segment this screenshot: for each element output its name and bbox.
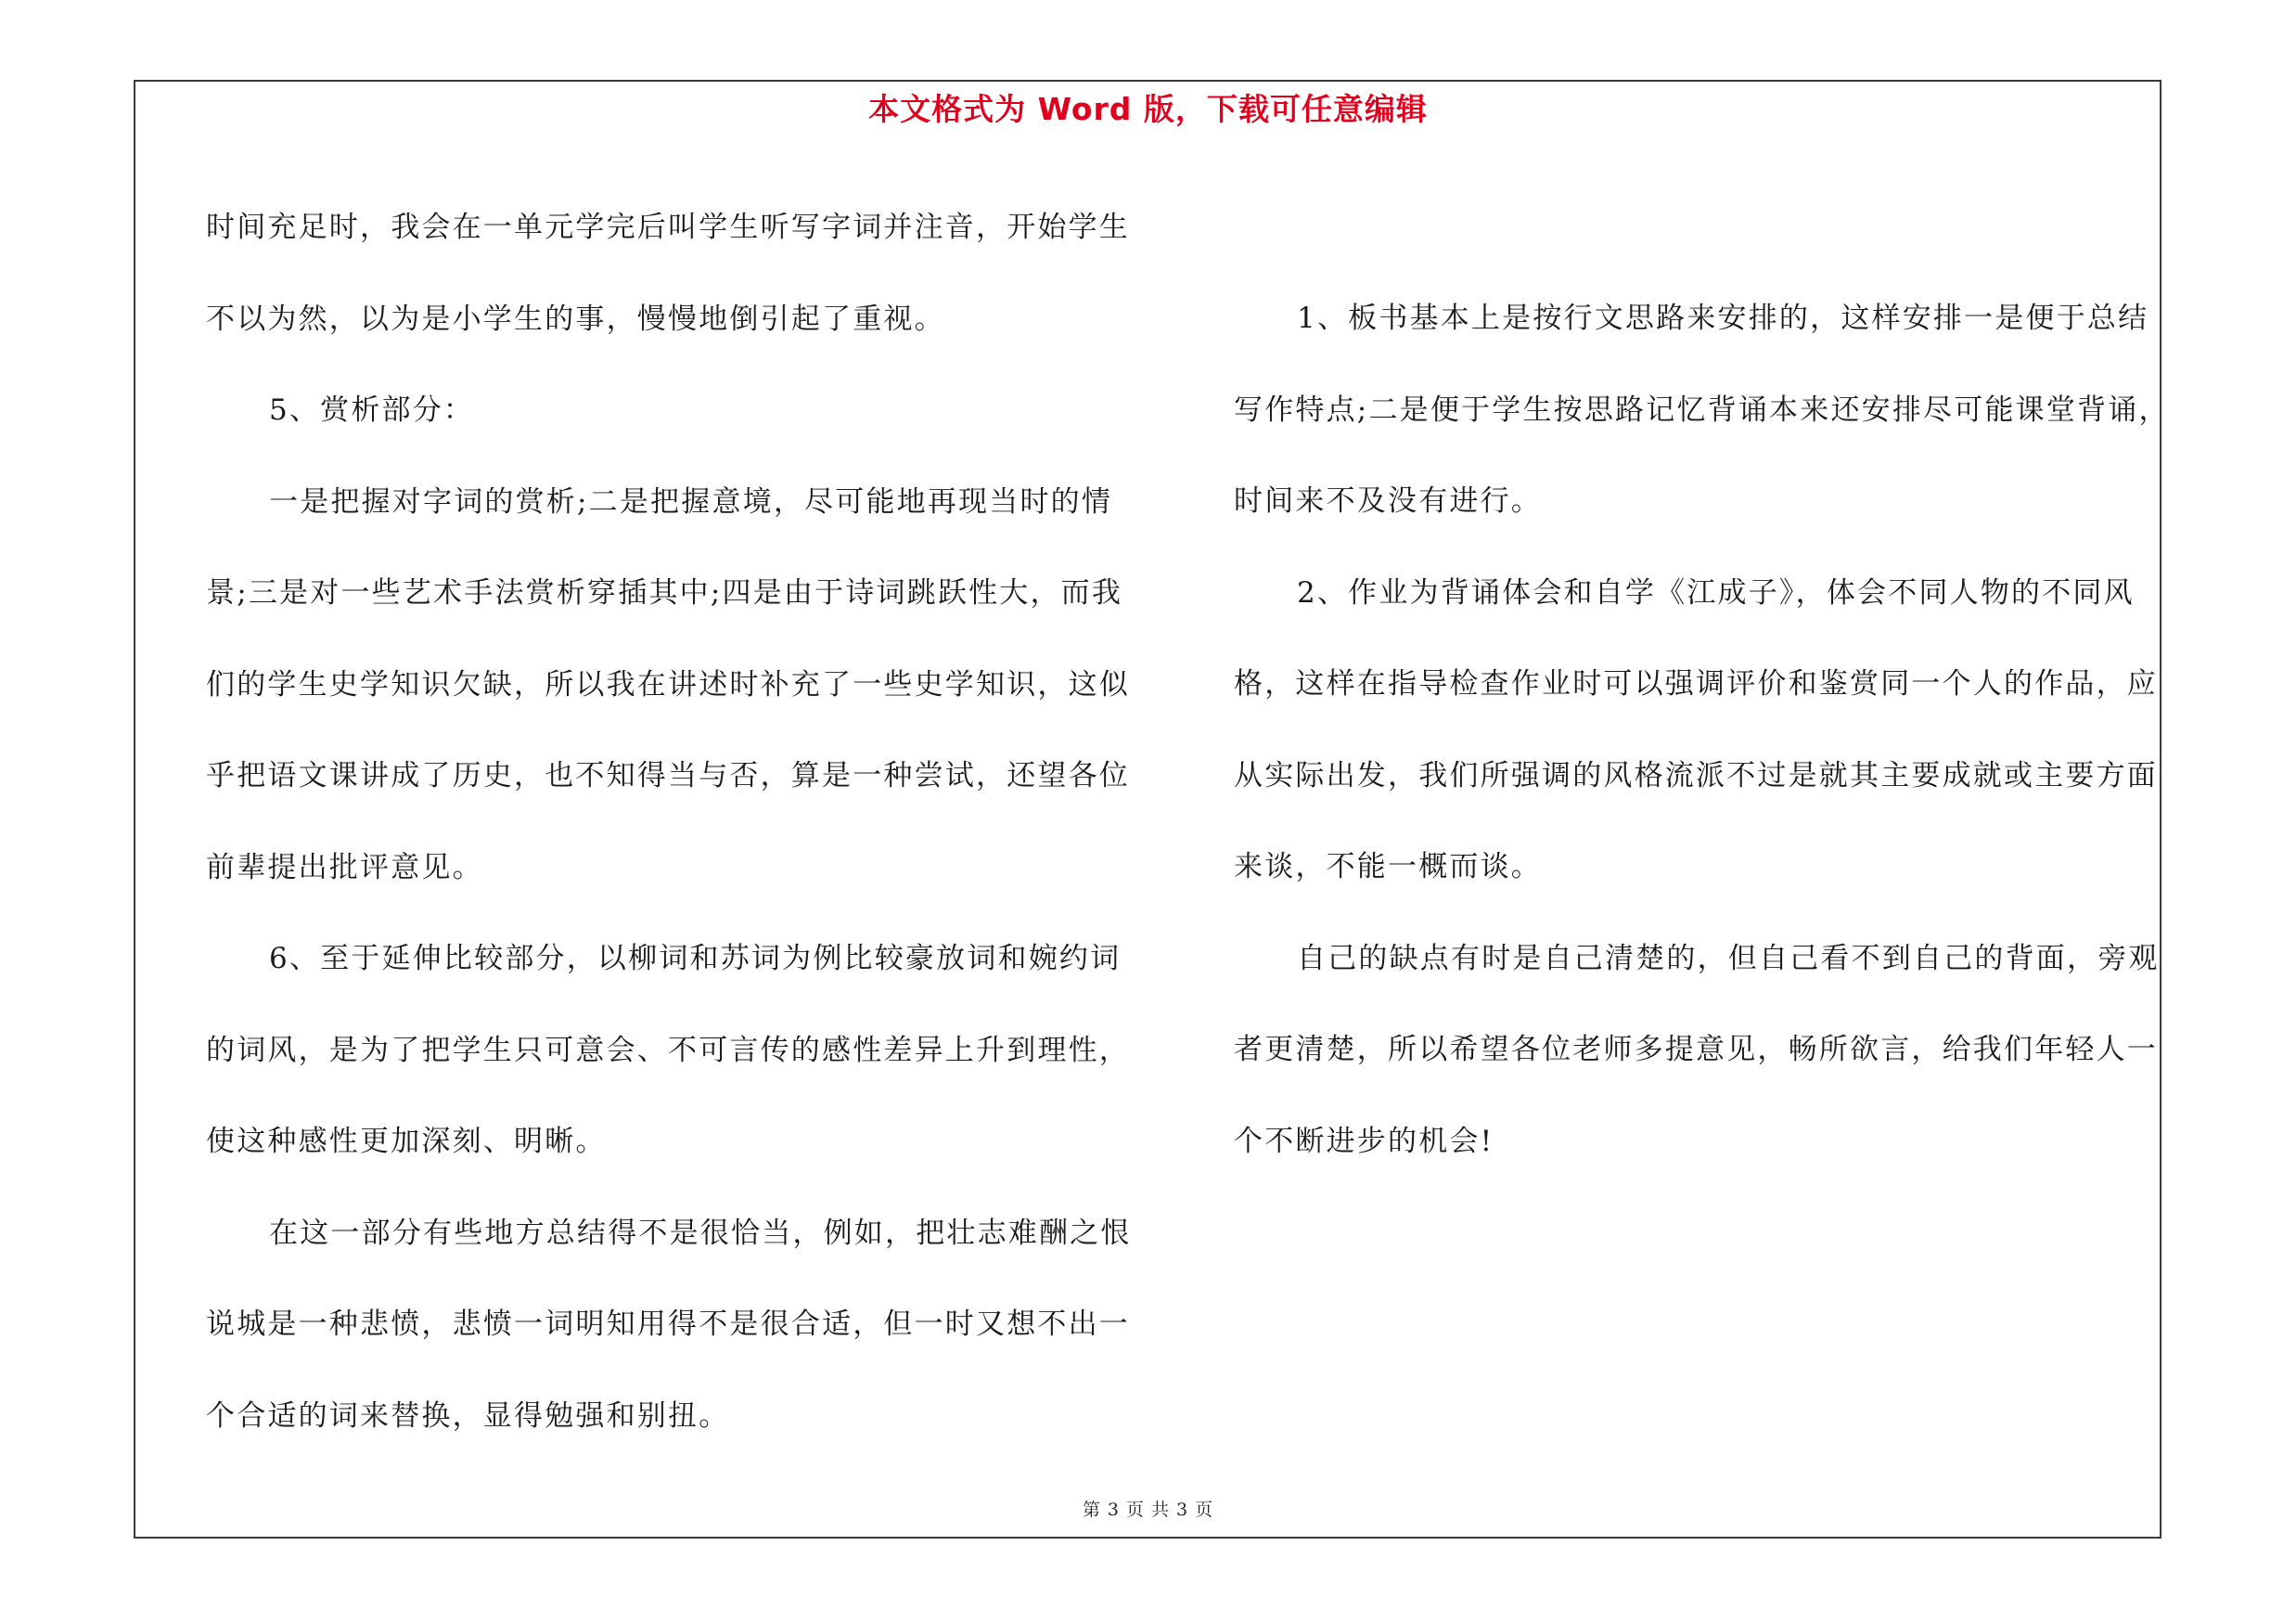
text-line: 们的学生史学知识欠缺，所以我在讲述时补充了一些史学知识，这似	[206, 667, 1130, 702]
text-line: 自己的缺点有时是自己清楚的，但自己看不到自己的背面，旁观	[1297, 941, 2160, 975]
text-line: 个合适的词来替换，显得勉强和别扭。	[206, 1398, 730, 1433]
text-line: 时间充足时，我会在一单元学完后叫学生听写字词并注音，开始学生	[206, 211, 1130, 244]
text-line: 时间来不及没有进行。	[1234, 484, 1542, 518]
text-line: 使这种感性更加深刻、明晰。	[206, 1125, 607, 1158]
text-line: 在这一部分有些地方总结得不是很恰当，例如，把壮志难酬之恨	[269, 1216, 1132, 1250]
text-line: 说城是一种悲愤，悲愤一词明知用得不是很合适，但一时又想不出一	[206, 1307, 1130, 1341]
text-line: 1、板书基本上是按行文思路来安排的，这样安排一是便于总结	[1297, 302, 2149, 335]
column-top-spacer	[1234, 182, 2171, 273]
text-line: 格，这样在指导检查作业时可以强调评价和鉴赏同一个人的作品，应	[1234, 667, 2158, 701]
text-line: 者更清楚，所以希望各位老师多提意见，畅所欲言，给我们年轻人一	[1234, 1033, 2158, 1066]
left-column	[206, 182, 1134, 1462]
text-line: 景;三是对一些艺术手法赏析穿插其中;四是由于诗词跳跃性大，而我	[206, 576, 1123, 610]
text-line: 写作特点;二是便于学生按思路记忆背诵本来还安排尽可能课堂背诵，	[1234, 393, 2170, 427]
text-line: 2、作业为背诵体会和自学《江成子》，体会不同人物的不同风	[1297, 575, 2135, 610]
page-number-footer: 第 3 页 共 3 页	[1082, 1500, 1214, 1520]
text-line: 前辈提出批评意见。	[206, 850, 483, 884]
text-line: 来谈，不能一概而谈。	[1234, 850, 1542, 883]
word-format-banner: 本文格式为 Word 版，下载可任意编辑	[868, 91, 1428, 127]
text-line: 从实际出发，我们所强调的风格流派不过是就其主要成就或主要方面	[1234, 758, 2158, 792]
text-line: 个不断进步的机会!	[1234, 1124, 1494, 1158]
text-line: 的词风，是为了把学生只可意会、不可言传的感性差异上升到理性，	[206, 1033, 1130, 1067]
text-line: 不以为然，以为是小学生的事，慢慢地倒引起了重视。	[206, 302, 945, 336]
text-line: 5、赏析部分：	[269, 393, 475, 427]
right-column	[1234, 182, 2171, 1187]
text-line: 乎把语文课讲成了历史，也不知得当与否，算是一种尝试，还望各位	[206, 759, 1130, 792]
text-line: 一是把握对字词的赏析;二是把握意境，尽可能地再现当时的情	[269, 484, 1113, 519]
text-line: 6、至于延伸比较部分，以柳词和苏词为例比较豪放词和婉约词	[269, 942, 1122, 975]
